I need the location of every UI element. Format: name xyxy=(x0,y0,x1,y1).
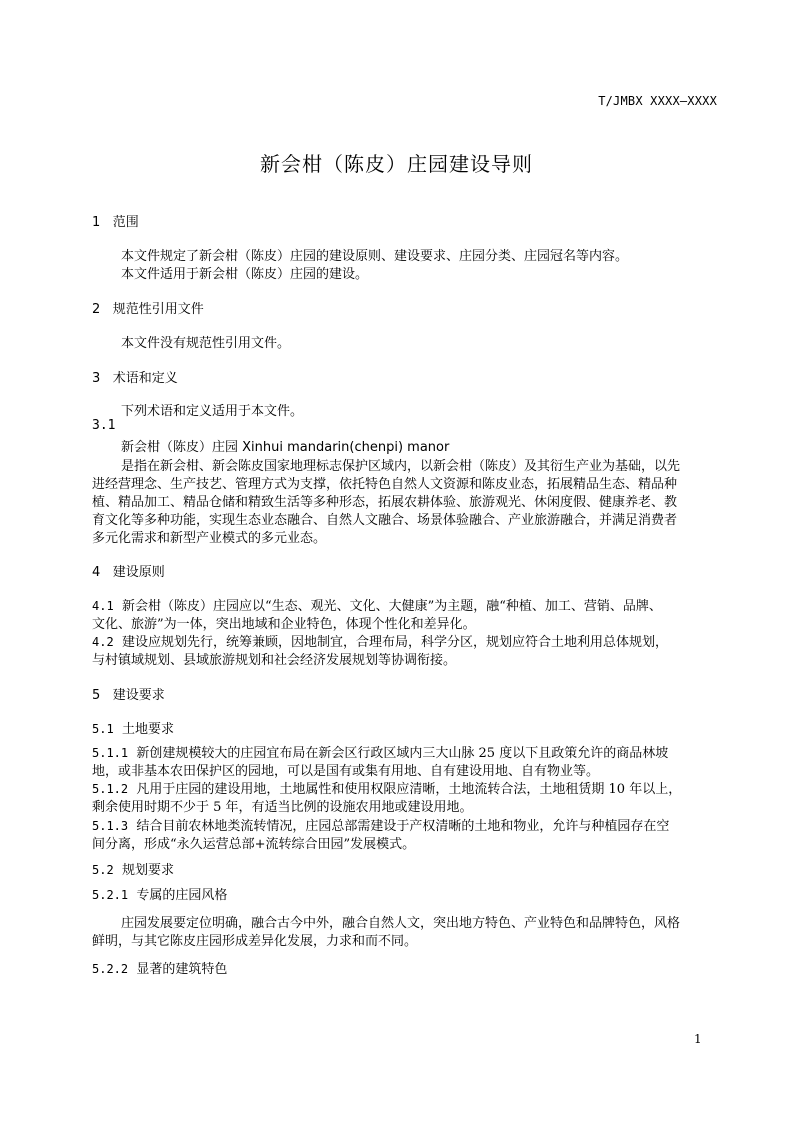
subsection-number: 5.2.1 xyxy=(92,888,129,902)
definition-line: 植、精品加工、精品仓储和精致生活等多种形态，拓展农耕体验、旅游观光、休闲度假、健康养老、教 xyxy=(92,495,678,510)
section-5-heading xyxy=(92,684,165,703)
clause-5-1-2 xyxy=(92,778,681,797)
section-number: 5 xyxy=(92,688,101,703)
section-title: 术语和定义 xyxy=(112,371,178,386)
section-number: 1 xyxy=(92,215,101,230)
clause-text: 结合目前农林地类流转情况，庄园总部需建设于产权清晰的土地和物业，允许与种植园存在空 xyxy=(136,819,670,834)
section-number: 2 xyxy=(92,302,101,317)
section-number: 4 xyxy=(92,565,101,580)
definition-line: 多元化需求和新型产业模式的多元业态。 xyxy=(92,531,327,546)
subsection-5-2-1-heading xyxy=(92,884,227,903)
paragraph: 本文件适用于新会柑（陈皮）庄园的建设。 xyxy=(121,267,369,282)
section-title: 建设原则 xyxy=(112,565,165,580)
subsection-5-1-heading xyxy=(92,718,174,737)
page-number: 1 xyxy=(694,1032,702,1046)
section-title: 规范性引用文件 xyxy=(112,302,204,317)
clause-line: 间分离，形成“永久运营总部+流转综合田园”发展模式。 xyxy=(92,837,416,852)
clause-line: 与村镇域规划、县域旅游规划和社会经济发展规划等协调衔接。 xyxy=(92,653,457,668)
clause-line: 地，或非基本农田保护区的园地，可以是国有或集有用地、自有建设用地、自有物业等。 xyxy=(92,764,600,779)
clause-text: 建设应规划先行，统筹兼顾，因地制宜，合理布局，科学分区，规划应符合土地利用总体规划， xyxy=(121,635,668,650)
clause-line: 文化、旅游”为一体，突出地域和企业特色，体现个性化和差异化。 xyxy=(92,617,476,632)
paragraph: 下列术语和定义适用于本文件。 xyxy=(121,404,304,419)
section-title: 范围 xyxy=(112,215,139,230)
paragraph: 鲜明，与其它陈皮庄园形成差异化发展，力求和而不同。 xyxy=(92,934,418,949)
subsection-title: 土地要求 xyxy=(121,722,174,737)
clause-number: 5.1.2 xyxy=(92,782,129,796)
section-4-heading xyxy=(92,561,165,580)
subsection-number: 5.2 xyxy=(92,863,114,877)
clause-text: 凡用于庄园的建设用地，土地属性和使用权限应清晰，土地流转合法，土地租赁期 10 年以上， xyxy=(136,782,682,797)
subsection-5-2-2-heading xyxy=(92,958,227,977)
clause-4-2 xyxy=(92,631,668,650)
clause-5-1-1 xyxy=(92,742,668,761)
section-title: 建设要求 xyxy=(112,688,165,703)
subsection-title: 规划要求 xyxy=(121,863,174,878)
paragraph: 庄园发展要定位明确，融合古今中外，融合自然人文，突出地方特色、产业特色和品牌特色，风格 xyxy=(121,916,681,931)
clause-number: 4.1 xyxy=(92,599,114,613)
definition-line: 育文化等多种功能，实现生态业态融合、自然人文融合、场景体验融合、产业旅游融合，并满足消费者 xyxy=(92,513,678,528)
subsection-number: 5.2.2 xyxy=(92,962,129,976)
clause-5-1-3 xyxy=(92,815,669,834)
clause-number: 4.2 xyxy=(92,635,114,649)
section-1-heading xyxy=(92,211,139,230)
section-3-heading xyxy=(92,367,178,386)
clause-line: 剩余使用时期不少于 5 年，有适当比例的设施农用地或建设用地。 xyxy=(92,800,473,815)
document-title: 新会柑（陈皮）庄园建设导则 xyxy=(260,152,533,176)
clause-number: 3.1 xyxy=(92,418,116,433)
clause-number: 5.1.1 xyxy=(92,746,129,760)
subsection-title: 显著的建筑特色 xyxy=(136,962,228,977)
standard-code: T/JMBX XXXX—XXXX xyxy=(598,94,717,108)
definition-line: 进经营理念、生产技艺、管理方式为支撑，依托特色自然人文资源和陈皮业态，拓展精品生态、精品种 xyxy=(92,477,678,492)
section-2-heading xyxy=(92,298,204,317)
clause-4-1 xyxy=(92,595,662,614)
paragraph: 本文件规定了新会柑（陈皮）庄园的建设原则、建设要求、庄园分类、庄园冠名等内容。 xyxy=(121,249,629,264)
clause-text: 新会柑（陈皮）庄园应以“生态、观光、文化、大健康”为主题，融“种植、加工、营销、品牌、 xyxy=(121,599,662,614)
clause-number: 5.1.3 xyxy=(92,819,129,833)
subsection-title: 专属的庄园风格 xyxy=(136,888,228,903)
term-heading: 新会柑（陈皮）庄园 Xinhui mandarin(chenpi) manor xyxy=(121,440,450,455)
clause-text: 新创建规模较大的庄园宜布局在新会区行政区域内三大山脉 25 度以下且政策允许的商品林坡 xyxy=(136,746,669,761)
subsection-number: 5.1 xyxy=(92,722,114,736)
definition-line: 是指在新会柑、新会陈皮国家地理标志保护区域内，以新会柑（陈皮）及其衍生产业为基础，以先 xyxy=(121,459,681,474)
paragraph: 本文件没有规范性引用文件。 xyxy=(121,336,291,351)
section-number: 3 xyxy=(92,371,101,386)
subsection-5-2-heading xyxy=(92,859,174,878)
